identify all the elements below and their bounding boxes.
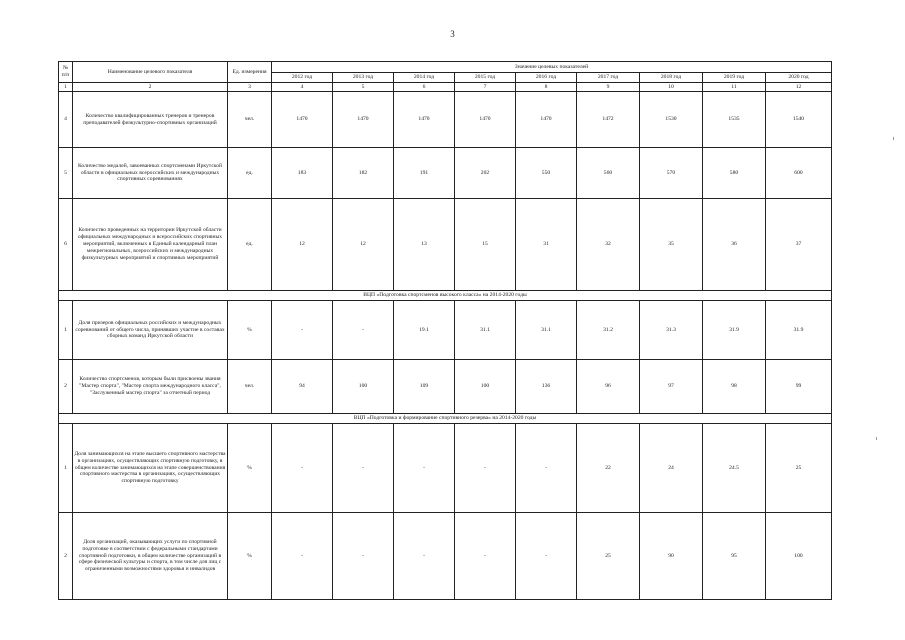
value-cell: -	[333, 513, 394, 600]
value-cell: 95	[703, 513, 766, 600]
value-cell: 1530	[640, 92, 703, 148]
indicator-name: Доля призеров официальных российских и международных соревнований от общего числа, принявших участие в составах сборных команд Иркутской области	[73, 301, 228, 360]
header-year: 2013 год	[333, 73, 394, 83]
value-cell: 31.1	[455, 301, 516, 360]
value-cell: 25	[577, 513, 640, 600]
value-cell: 191	[394, 148, 455, 199]
indicator-name: Количество проведенных на территории Иркутской области официальных международных и всероссийских спортивных мероприятий, включенных в Единый календарный план межрегиональных, всероссийских и международных физкультурных мероприятий и спортивных мероприятий	[73, 199, 228, 291]
scan-artifact	[876, 437, 877, 440]
column-number: 12	[766, 83, 832, 92]
unit-cell: %	[228, 301, 272, 360]
value-cell: 1472	[577, 92, 640, 148]
value-cell: 1470	[516, 92, 577, 148]
indicator-name: Количество спортсменов, которым были присвоены звания "Мастер спорта", "Мастер спорта международного класса", "Заслуженный мастер спорта" за отчетный период	[73, 360, 228, 414]
value-cell: 31.1	[516, 301, 577, 360]
value-cell: -	[394, 513, 455, 600]
section-title: ВЦП «Подготовка спортсменов высокого класса» на 2014-2020 годы	[59, 291, 832, 301]
value-cell: 560	[577, 148, 640, 199]
value-cell: 31.9	[703, 301, 766, 360]
indicator-name: Количество медалей, завоеванных спортсменами Иркутской области в официальных всероссийских и международных спортивных соревнованиях	[73, 148, 228, 199]
value-cell: 1470	[333, 92, 394, 148]
row-number: 1	[59, 301, 73, 360]
value-cell: 24.5	[703, 424, 766, 513]
header-year: 2017 год	[577, 73, 640, 83]
row-number: 4	[59, 92, 73, 148]
table-row	[59, 92, 832, 148]
value-cell: 35	[640, 199, 703, 291]
value-cell: 31	[516, 199, 577, 291]
table-row	[59, 301, 832, 360]
value-cell: 31.2	[577, 301, 640, 360]
table-row	[59, 360, 832, 414]
header-year: 2014 год	[394, 73, 455, 83]
unit-cell: %	[228, 424, 272, 513]
header-year: 2018 год	[640, 73, 703, 83]
header-year: 2019 год	[703, 73, 766, 83]
value-cell: 90	[640, 513, 703, 600]
value-cell: 550	[516, 148, 577, 199]
header-year: 2012 год	[272, 73, 333, 83]
value-cell: 94	[272, 360, 333, 414]
row-number: 5	[59, 148, 73, 199]
row-number: 2	[59, 360, 73, 414]
header-values: Значение целевых показателей	[272, 62, 832, 73]
value-cell: 109	[394, 360, 455, 414]
column-number: 9	[577, 83, 640, 92]
header-year: 2016 год	[516, 73, 577, 83]
value-cell: 202	[455, 148, 516, 199]
value-cell: 100	[455, 360, 516, 414]
value-cell: -	[455, 424, 516, 513]
value-cell: 32	[577, 199, 640, 291]
row-number: 2	[59, 513, 73, 600]
value-cell: 1470	[272, 92, 333, 148]
value-cell: 37	[766, 199, 832, 291]
value-cell: 15	[455, 199, 516, 291]
row-number: 1	[59, 424, 73, 513]
value-cell: -	[333, 424, 394, 513]
unit-cell: ед.	[228, 148, 272, 199]
value-cell: 580	[703, 148, 766, 199]
table-row	[59, 148, 832, 199]
value-cell: 98	[703, 360, 766, 414]
table-row	[59, 424, 832, 513]
section-row	[59, 414, 832, 424]
table-row	[59, 513, 832, 600]
value-cell: 25	[766, 424, 832, 513]
column-number: 10	[640, 83, 703, 92]
value-cell: 136	[516, 360, 577, 414]
value-cell: 183	[272, 148, 333, 199]
header-unit: Ед. измерения	[228, 62, 272, 83]
value-cell: 1540	[766, 92, 832, 148]
section-row	[59, 291, 832, 301]
column-number: 8	[516, 83, 577, 92]
unit-cell: %	[228, 513, 272, 600]
column-number: 11	[703, 83, 766, 92]
value-cell: 570	[640, 148, 703, 199]
page-number: 3	[450, 29, 455, 39]
section-title: ВЦП «Подготовка и формирование спортивного резерва» на 2014-2020 годы	[59, 414, 832, 424]
value-cell: 97	[640, 360, 703, 414]
column-number: 1	[59, 83, 73, 92]
value-cell: 13	[394, 199, 455, 291]
value-cell: -	[272, 513, 333, 600]
value-cell: -	[394, 424, 455, 513]
value-cell: -	[516, 424, 577, 513]
value-cell: 96	[577, 360, 640, 414]
value-cell: 12	[272, 199, 333, 291]
value-cell: 12	[333, 199, 394, 291]
value-cell: 100	[766, 513, 832, 600]
column-number: 5	[333, 83, 394, 92]
indicator-name: Количество квалифицированных тренеров и тренеров преподавателей физкультурно-спортивных организаций	[73, 92, 228, 148]
value-cell: 22	[577, 424, 640, 513]
value-cell: 182	[333, 148, 394, 199]
value-cell: 1470	[455, 92, 516, 148]
value-cell: -	[272, 301, 333, 360]
table-row	[59, 199, 832, 291]
value-cell: 19.1	[394, 301, 455, 360]
column-number: 3	[228, 83, 272, 92]
value-cell: 600	[766, 148, 832, 199]
value-cell: 99	[766, 360, 832, 414]
column-number: 4	[272, 83, 333, 92]
value-cell: -	[516, 513, 577, 600]
column-number: 7	[455, 83, 516, 92]
value-cell: -	[333, 301, 394, 360]
value-cell: 100	[333, 360, 394, 414]
row-number: 6	[59, 199, 73, 291]
unit-cell: чел.	[228, 92, 272, 148]
target-indicators-table	[58, 61, 832, 600]
column-number: 6	[394, 83, 455, 92]
value-cell: -	[272, 424, 333, 513]
header-year: 2020 год	[766, 73, 832, 83]
unit-cell: ед.	[228, 199, 272, 291]
header-no: № п/п	[59, 62, 73, 83]
value-cell: 1470	[394, 92, 455, 148]
value-cell: -	[455, 513, 516, 600]
value-cell: 31.9	[766, 301, 832, 360]
value-cell: 36	[703, 199, 766, 291]
value-cell: 1535	[703, 92, 766, 148]
scan-artifact	[893, 137, 894, 140]
header-name: Наименование целевого показателя	[73, 62, 228, 83]
column-number: 2	[73, 83, 228, 92]
indicator-name: Доля занимающихся на этапе высшего спортивного мастерства в организациях, осуществляющих спортивную подготовку, в общем количестве занимающихся на этапе совершенствования спортивного мастерства в организациях, осуществляющих спортивную подготовку	[73, 424, 228, 513]
indicator-name: Доля организаций, оказывающих услуги по спортивной подготовке в соответствии с федеральными стандартами спортивной подготовки, в общем количестве организаций в сфере физической культуры и спорта, в том числе для лиц с ограниченными возможностями здоровья и инвалидов	[73, 513, 228, 600]
value-cell: 31.3	[640, 301, 703, 360]
unit-cell: чел.	[228, 360, 272, 414]
header-year: 2015 год	[455, 73, 516, 83]
value-cell: 24	[640, 424, 703, 513]
